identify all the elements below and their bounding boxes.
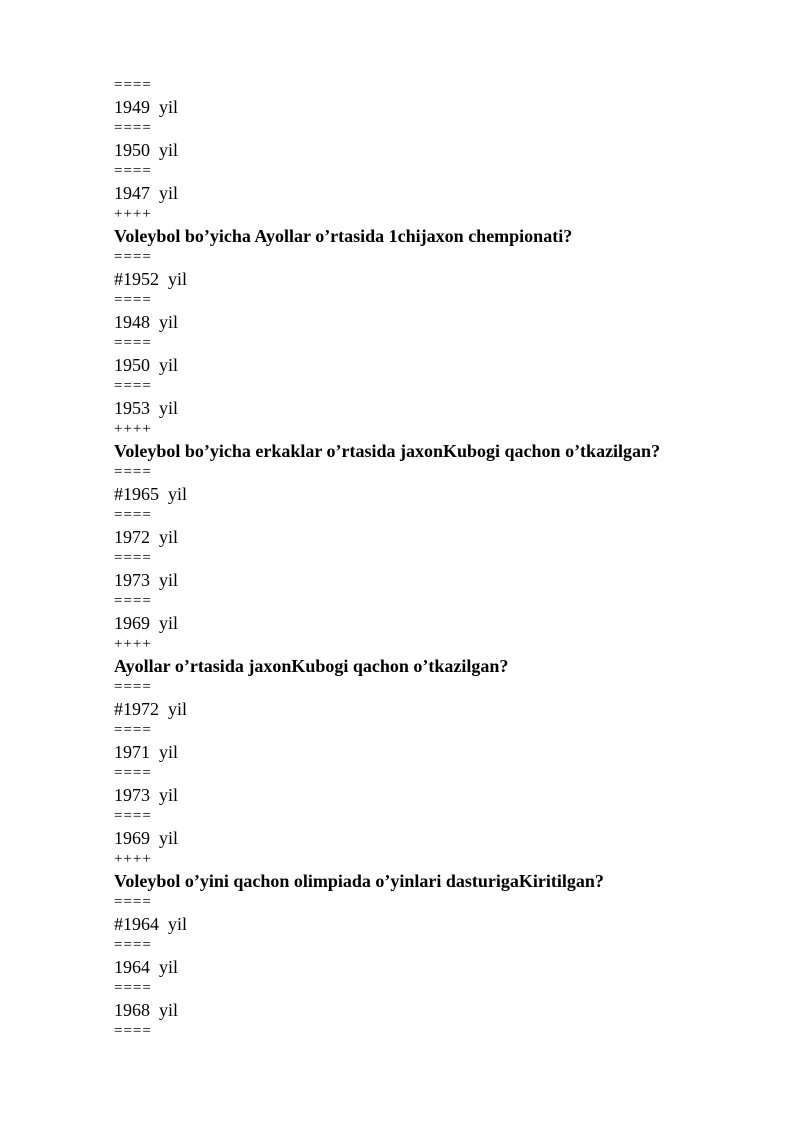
answer-option: #1965 yil (114, 484, 188, 504)
separator-line: ==== (114, 894, 152, 910)
answer-option: 1953 yil (114, 398, 179, 418)
separator-line: ==== (114, 937, 152, 953)
answer-option: 1964 yil (114, 957, 179, 977)
answer-option: 1948 yil (114, 312, 179, 332)
answer-option: 1973 yil (114, 570, 179, 590)
question-text: Voleybol bo’yicha Ayollar o’rtasida 1chijaxon chempionati? (114, 226, 573, 246)
answer-option: #1952 yil (114, 269, 188, 289)
separator-line: ==== (114, 335, 152, 351)
answer-option: 1973 yil (114, 785, 179, 805)
separator-line: ==== (114, 163, 152, 179)
document-page (114, 78, 754, 1039)
answer-option: 1947 yil (114, 183, 179, 203)
separator-line: ==== (114, 120, 152, 136)
separator-line: ++++ (114, 636, 152, 652)
question-text: Voleybol o’yini qachon olimpiada o’yinlari dasturigaKiritilgan? (114, 871, 604, 891)
separator-line: ==== (114, 378, 152, 394)
answer-option: 1950 yil (114, 355, 179, 375)
answer-option: 1969 yil (114, 828, 179, 848)
answer-option: 1949 yil (114, 97, 179, 117)
question-text: Voleybol bo’yicha erkaklar o’rtasida jaxonKubogi qachon o’tkazilgan? (114, 441, 661, 461)
separator-line: ==== (114, 550, 152, 566)
separator-line: ==== (114, 292, 152, 308)
separator-line: ==== (114, 77, 152, 93)
separator-line: ++++ (114, 421, 152, 437)
separator-line: ==== (114, 679, 152, 695)
separator-line: ==== (114, 593, 152, 609)
answer-option: 1969 yil (114, 613, 179, 633)
separator-line: ==== (114, 507, 152, 523)
separator-line: ==== (114, 1023, 152, 1039)
answer-option: #1964 yil (114, 914, 188, 934)
answer-option: 1950 yil (114, 140, 179, 160)
separator-line: ==== (114, 464, 152, 480)
separator-line: ==== (114, 765, 152, 781)
answer-option: 1971 yil (114, 742, 179, 762)
separator-line: ==== (114, 722, 152, 738)
answer-option: 1968 yil (114, 1000, 179, 1020)
separator-line: ++++ (114, 851, 152, 867)
answer-option: #1972 yil (114, 699, 188, 719)
separator-line: ==== (114, 808, 152, 824)
separator-line: ==== (114, 249, 152, 265)
separator-line: ++++ (114, 206, 152, 222)
separator-line: ==== (114, 980, 152, 996)
question-text: Ayollar o’rtasida jaxonKubogi qachon o’tkazilgan? (114, 656, 509, 676)
answer-option: 1972 yil (114, 527, 179, 547)
